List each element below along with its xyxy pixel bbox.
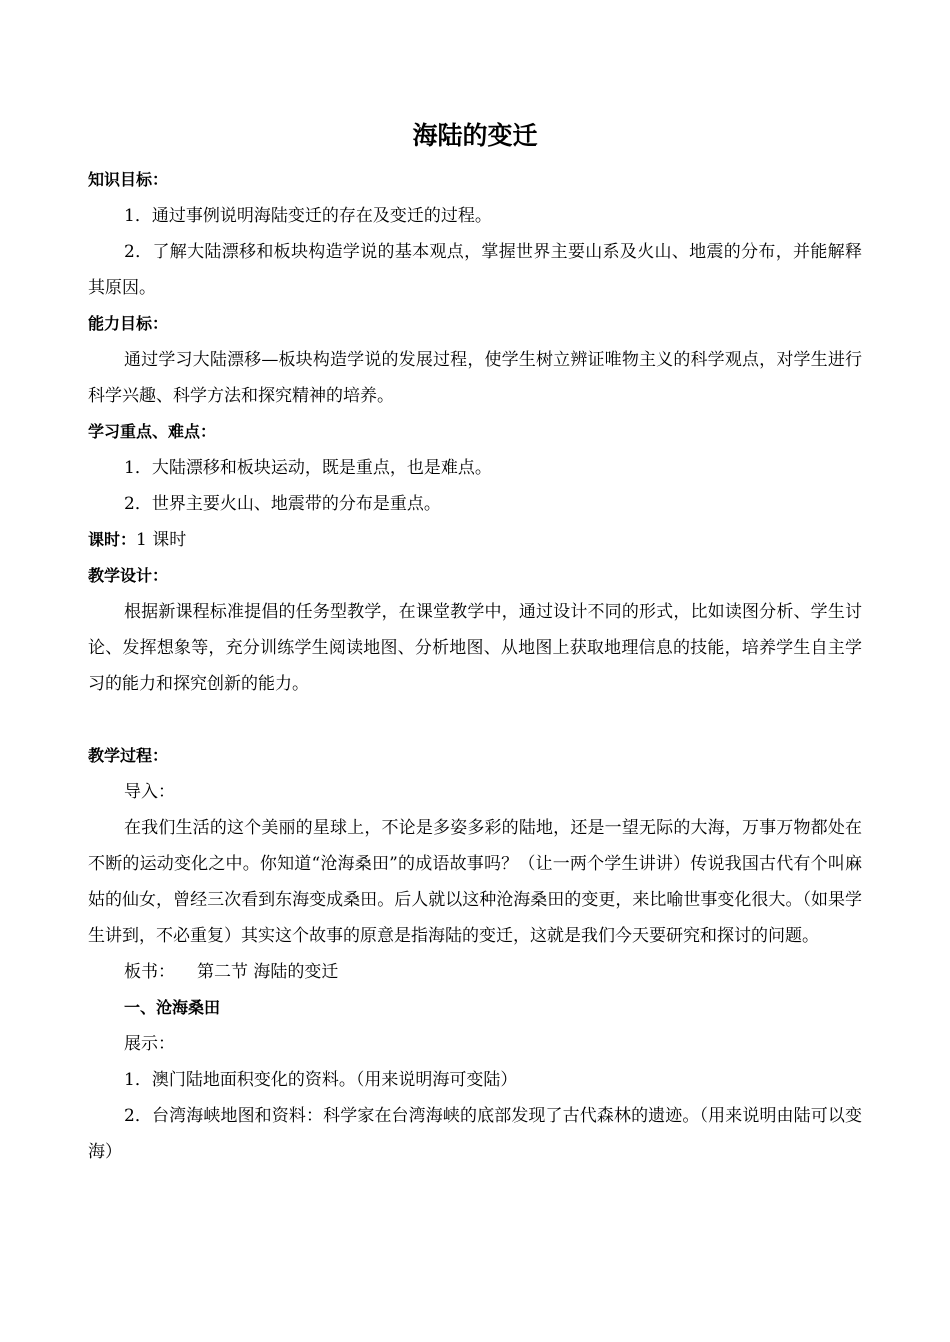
knowledge-heading: 知识目标：	[88, 170, 169, 189]
hours-label: 课时：	[88, 530, 137, 549]
focus-item: 1．大陆漂移和板块运动，既是重点，也是难点。	[124, 458, 492, 478]
hours-line	[88, 522, 862, 558]
hours-value: 1 课时	[136, 530, 187, 550]
knowledge-item: 1．通过事例说明海陆变迁的存在及变迁的过程。	[124, 206, 492, 226]
focus-heading: 学习重点、难点：	[88, 422, 217, 441]
design-heading: 教学设计：	[88, 566, 169, 585]
show-label: 展示：	[124, 1034, 175, 1054]
focus-item: 2．世界主要火山、地震带的分布是重点。	[124, 494, 441, 514]
show-item: 1．澳门陆地面积变化的资料。（用来说明海可变陆）	[124, 1070, 518, 1090]
knowledge-item: 2．了解大陆漂移和板块构造学说的基本观点，掌握世界主要山系及火山、地震的分布，并能解释其原因。	[88, 242, 862, 298]
ability-heading: 能力目标：	[88, 314, 169, 333]
intro-label: 导入：	[124, 782, 175, 802]
document-title: 海陆的变迁	[412, 121, 538, 150]
blank-line	[88, 702, 862, 738]
design-text: 根据新课程标准提倡的任务型教学，在课堂教学中，通过设计不同的形式，比如读图分析、学生讨论、发挥想象等，充分训练学生阅读地图、分析地图、从地图上获取地理信息的技能，培养学生自主学习的能力和探究创新的能力。	[88, 602, 862, 694]
process-heading: 教学过程：	[88, 746, 169, 765]
intro-text: 在我们生活的这个美丽的星球上，不论是多姿多彩的陆地，还是一望无际的大海，万事万物都处在不断的运动变化之中。你知道“沧海桑田”的成语故事吗？（让一两个学生讲讲）传说我国古代有个叫麻姑的仙女，曾经三次看到东海变成桑田。后人就以这种沧海桑田的变更，来比喻世事变化很大。（如果学生讲到，不必重复）其实这个故事的原意是指海陆的变迁，这就是我们今天要研究和探讨的问题。	[88, 818, 862, 946]
show-item: 2．台湾海峡地图和资料：科学家在台湾海峡的底部发现了古代森林的遗迹。（用来说明由陆可以变海）	[88, 1106, 862, 1162]
ability-text: 通过学习大陆漂移—板块构造学说的发展过程，使学生树立辨证唯物主义的科学观点，对学生进行科学兴趣、科学方法和探究精神的培养。	[88, 350, 862, 406]
board-label: 板书：	[124, 962, 175, 982]
board-line	[88, 954, 862, 990]
board-text: 第二节 海陆的变迁	[197, 962, 339, 982]
section-heading: 一、沧海桑田	[124, 998, 221, 1017]
